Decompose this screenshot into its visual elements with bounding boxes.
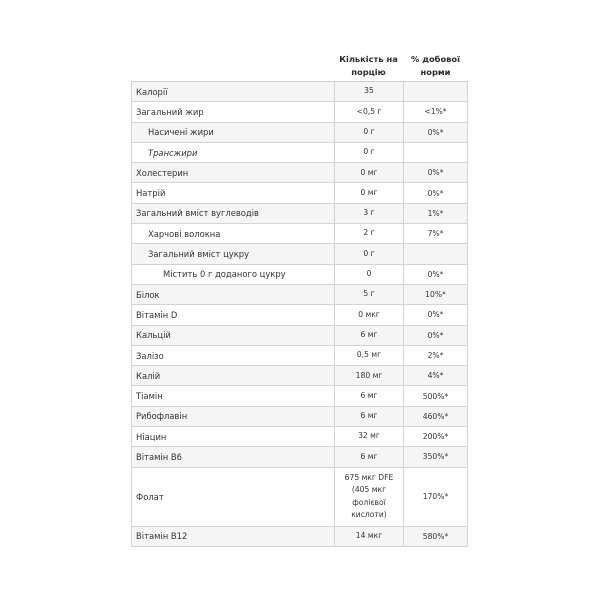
header-amount (334, 52, 403, 82)
nutrient-name: Вітамін B12 (132, 527, 335, 546)
nutrient-name: Трансжири (132, 143, 335, 162)
nutrient-name: Вітамін D (132, 305, 335, 324)
nutrient-name: Залізо (132, 346, 335, 365)
nutrient-amount: <0,5 г (335, 102, 404, 121)
nutrient-daily-value: 0%* (427, 269, 444, 279)
table-row (131, 285, 468, 305)
table-row (131, 143, 468, 163)
table-row (131, 224, 468, 244)
table-body (131, 81, 468, 547)
nutrient-daily-value: 4%* (427, 371, 444, 381)
nutrient-name: Насичені жири (132, 123, 335, 142)
nutrient-name: Загальний вміст вуглеводів (132, 204, 335, 223)
nutrient-amount: 0 мкг (335, 305, 404, 324)
amount-line: (405 мкг (351, 485, 387, 495)
nutrient-name: Фолат (132, 468, 335, 526)
nutrient-daily-value: 7%* (427, 229, 444, 239)
table-row (131, 427, 468, 447)
nutrient-amount: 0 мг (335, 163, 404, 182)
table-row (131, 366, 468, 386)
nutrient-amount: 14 мкг (335, 527, 404, 546)
nutrient-amount: 3 г (335, 204, 404, 223)
nutrient-daily-value: 460%* (422, 411, 449, 421)
nutrient-name: Калій (132, 366, 335, 385)
header-dv-line1: % добової (411, 54, 460, 64)
table-row (131, 527, 468, 547)
table-row (131, 265, 468, 285)
nutrient-amount: 0 мг (335, 183, 404, 202)
nutrient-daily-value: 0%* (427, 168, 444, 178)
nutrient-name: Калорії (132, 82, 335, 101)
nutrient-daily-value: 0%* (427, 330, 444, 340)
nutrient-name: Холестерин (132, 163, 335, 182)
nutrient-name: Загальний вміст цукру (132, 244, 335, 263)
nutrient-daily-value (404, 244, 467, 263)
header-amount-line1: Кількість на (339, 54, 398, 64)
nutrient-daily-value: 170%* (422, 492, 449, 502)
nutrient-name: Містить 0 г доданого цукру (132, 265, 335, 284)
table-row (131, 123, 468, 143)
nutrient-amount (335, 468, 404, 526)
nutrient-name: Загальний жир (132, 102, 335, 121)
table-row (131, 407, 468, 427)
table-row (131, 386, 468, 406)
table-header (131, 52, 468, 82)
nutrient-daily-value: 580%* (422, 531, 449, 541)
nutrient-daily-value: <1%* (424, 107, 447, 117)
table-row (131, 326, 468, 346)
nutrient-daily-value (404, 82, 467, 101)
header-amount-line2: порцію (351, 67, 386, 77)
amount-line: фолієвої (352, 497, 386, 507)
table-row (131, 244, 468, 264)
nutrient-name: Тіамін (132, 386, 335, 405)
nutrition-table (131, 52, 468, 542)
table-row (131, 305, 468, 325)
nutrient-name: Кальцій (132, 326, 335, 345)
table-row (131, 163, 468, 183)
nutrient-daily-value: 1%* (427, 208, 444, 218)
nutrient-amount: 180 мг (335, 366, 404, 385)
nutrient-amount: 35 (335, 82, 404, 101)
nutrient-amount: 5 г (335, 285, 404, 304)
nutrient-amount: 32 мг (335, 427, 404, 446)
nutrient-amount: 6 мг (335, 407, 404, 426)
nutrient-name: Натрій (132, 183, 335, 202)
amount-line: 675 мкг DFE (344, 472, 394, 482)
amount-multiline (345, 472, 394, 522)
nutrient-daily-value (404, 143, 467, 162)
nutrient-daily-value: 200%* (422, 432, 449, 442)
table-row (131, 183, 468, 203)
nutrient-amount: 0 г (335, 143, 404, 162)
nutrient-daily-value: 500%* (422, 391, 449, 401)
table-row (131, 447, 468, 467)
nutrient-daily-value: 0%* (427, 310, 444, 320)
header-name-spacer (131, 52, 334, 82)
nutrient-name: Білок (132, 285, 335, 304)
table-row (131, 204, 468, 224)
nutrient-name: Вітамін B6 (132, 447, 335, 466)
nutrient-daily-value: 0%* (427, 127, 444, 137)
table-row (131, 346, 468, 366)
header-dv-line2: норми (420, 67, 451, 77)
nutrient-daily-value: 0%* (427, 188, 444, 198)
table-row (131, 468, 468, 527)
nutrient-daily-value: 2%* (427, 351, 444, 360)
nutrient-daily-value: 10%* (425, 290, 446, 300)
nutrient-daily-value: 350%* (422, 452, 449, 462)
header-daily-value (403, 52, 468, 82)
nutrient-amount: 0 г (335, 123, 404, 142)
nutrient-name: Ніацин (132, 427, 335, 446)
nutrient-name: Харчові волокна (132, 224, 335, 243)
table-row (131, 102, 468, 122)
amount-line: кислоти) (351, 510, 387, 520)
nutrient-amount: 6 мг (335, 447, 404, 466)
table-row (131, 82, 468, 102)
nutrient-name: Рибофлавін (132, 407, 335, 426)
nutrient-amount: 6 мг (335, 386, 404, 405)
nutrient-amount: 2 г (335, 224, 404, 243)
nutrient-amount: 6 мг (335, 326, 404, 345)
nutrient-amount: 0,5 мг (335, 346, 404, 365)
nutrient-amount: 0 (335, 265, 404, 284)
nutrient-amount: 0 г (335, 244, 404, 263)
